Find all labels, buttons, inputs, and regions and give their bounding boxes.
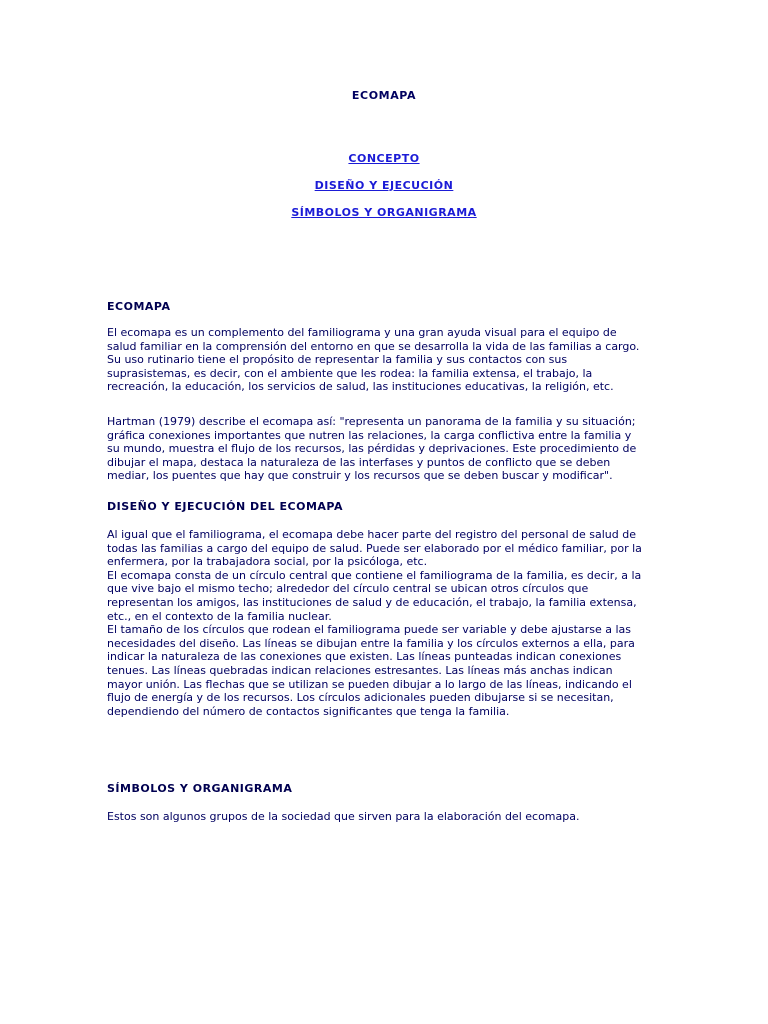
paragraph-diseno-ejecucion xyxy=(107,528,667,718)
link-concepto[interactable]: CONCEPTO xyxy=(348,152,420,165)
text-line: enfermera, por la trabajadora social, por la psicóloga, etc. xyxy=(107,555,428,569)
text-line: Su uso rutinario tiene el propósito de representar la familia y sus contactos con sus xyxy=(107,353,568,367)
toc-item-simbolos xyxy=(0,206,768,219)
section-heading-ecomapa: ECOMAPA xyxy=(107,300,171,313)
paragraph-simbolos xyxy=(107,810,667,824)
text-line: dependiendo del número de contactos significantes que tenga la familia. xyxy=(107,704,510,718)
toc-item-diseno xyxy=(0,179,768,192)
text-line: su mundo, muestra el flujo de los recursos, las pérdidas y deprivaciones. Este procedimiento de xyxy=(107,442,637,456)
text-line: El ecomapa es un complemento del familiograma y una gran ayuda visual para el equipo de xyxy=(107,326,617,339)
text-line: representan los amigos, las instituciones de salud y de educación, el trabajo, la familia extensa, xyxy=(107,595,637,609)
section-heading-diseno: DISEÑO Y EJECUCIÓN DEL ECOMAPA xyxy=(107,500,343,513)
text-line: mayor unión. Las flechas que se utilizan se pueden dibujar a lo largo de las líneas, indicando el xyxy=(107,677,632,691)
text-line: suprasistemas, es decir, con el ambiente que les rodea: la familia extensa, el trabajo, la xyxy=(107,366,593,380)
link-simbolos-organigrama[interactable]: SÍMBOLOS Y ORGANIGRAMA xyxy=(291,206,477,219)
text-line: indicar la naturaleza de las conexiones que existen. Las líneas punteadas indican conexiones xyxy=(107,650,622,664)
text-line: todas las familias a cargo del equipo de salud. Puede ser elaborado por el médico familiar, por la xyxy=(107,541,642,555)
text-line: dibujar el mapa, destaca la naturaleza de las interfases y puntos de conflicto que se deben xyxy=(107,455,611,469)
text-line: mediar, los puentes que hay que construir y los recursos que se deben buscar y modificar". xyxy=(107,469,613,483)
text-line: Hartman (1979) describe el ecomapa así: "representa un panorama de la familia y su situación; xyxy=(107,415,636,428)
text-line: etc., en el contexto de la familia nuclear. xyxy=(107,609,332,623)
text-line: Al igual que el familiograma, el ecomapa debe hacer parte del registro del personal de salud de xyxy=(107,528,636,541)
text-line: El tamaño de los círculos que rodean el familiograma puede ser variable y debe ajustarse a las xyxy=(107,623,632,637)
link-diseno-ejecucion[interactable]: DISEÑO Y EJECUCIÓN xyxy=(314,179,454,192)
text-line: que vive bajo el mismo techo; alrededor del círculo central se ubican otros círculos que xyxy=(107,582,589,596)
text-line: recreación, la educación, los servicios de salud, las instituciones educativas, la religión, etc. xyxy=(107,380,614,394)
text-line: necesidades del diseño. Las líneas se dibujan entre la familia y los círculos externos a ella, para xyxy=(107,636,635,650)
text-line: Estos son algunos grupos de la sociedad que sirven para la elaboración del ecomapa. xyxy=(107,810,580,823)
toc-item-concepto xyxy=(0,152,768,165)
text-line: flujo de energía y de los recursos. Los círculos adicionales pueden dibujarse si se necesitan, xyxy=(107,691,614,705)
text-line: salud familiar en la comprensión del entorno en que se desarrolla la vida de las familias a cargo. xyxy=(107,339,640,353)
text-line: El ecomapa consta de un círculo central que contiene el familiograma de la familia, es decir, a la xyxy=(107,568,642,582)
page-title: ECOMAPA xyxy=(351,89,417,102)
paragraph-hartman-quote xyxy=(107,415,667,483)
text-line: tenues. Las líneas quebradas indican relaciones estresantes. Las líneas más anchas indican xyxy=(107,663,613,677)
text-line: gráfica conexiones importantes que nutren las relaciones, la carga conflictiva entre la familia y xyxy=(107,428,632,442)
section-heading-simbolos: SÍMBOLOS Y ORGANIGRAMA xyxy=(107,782,293,795)
paragraph-ecomapa-intro xyxy=(107,326,667,394)
